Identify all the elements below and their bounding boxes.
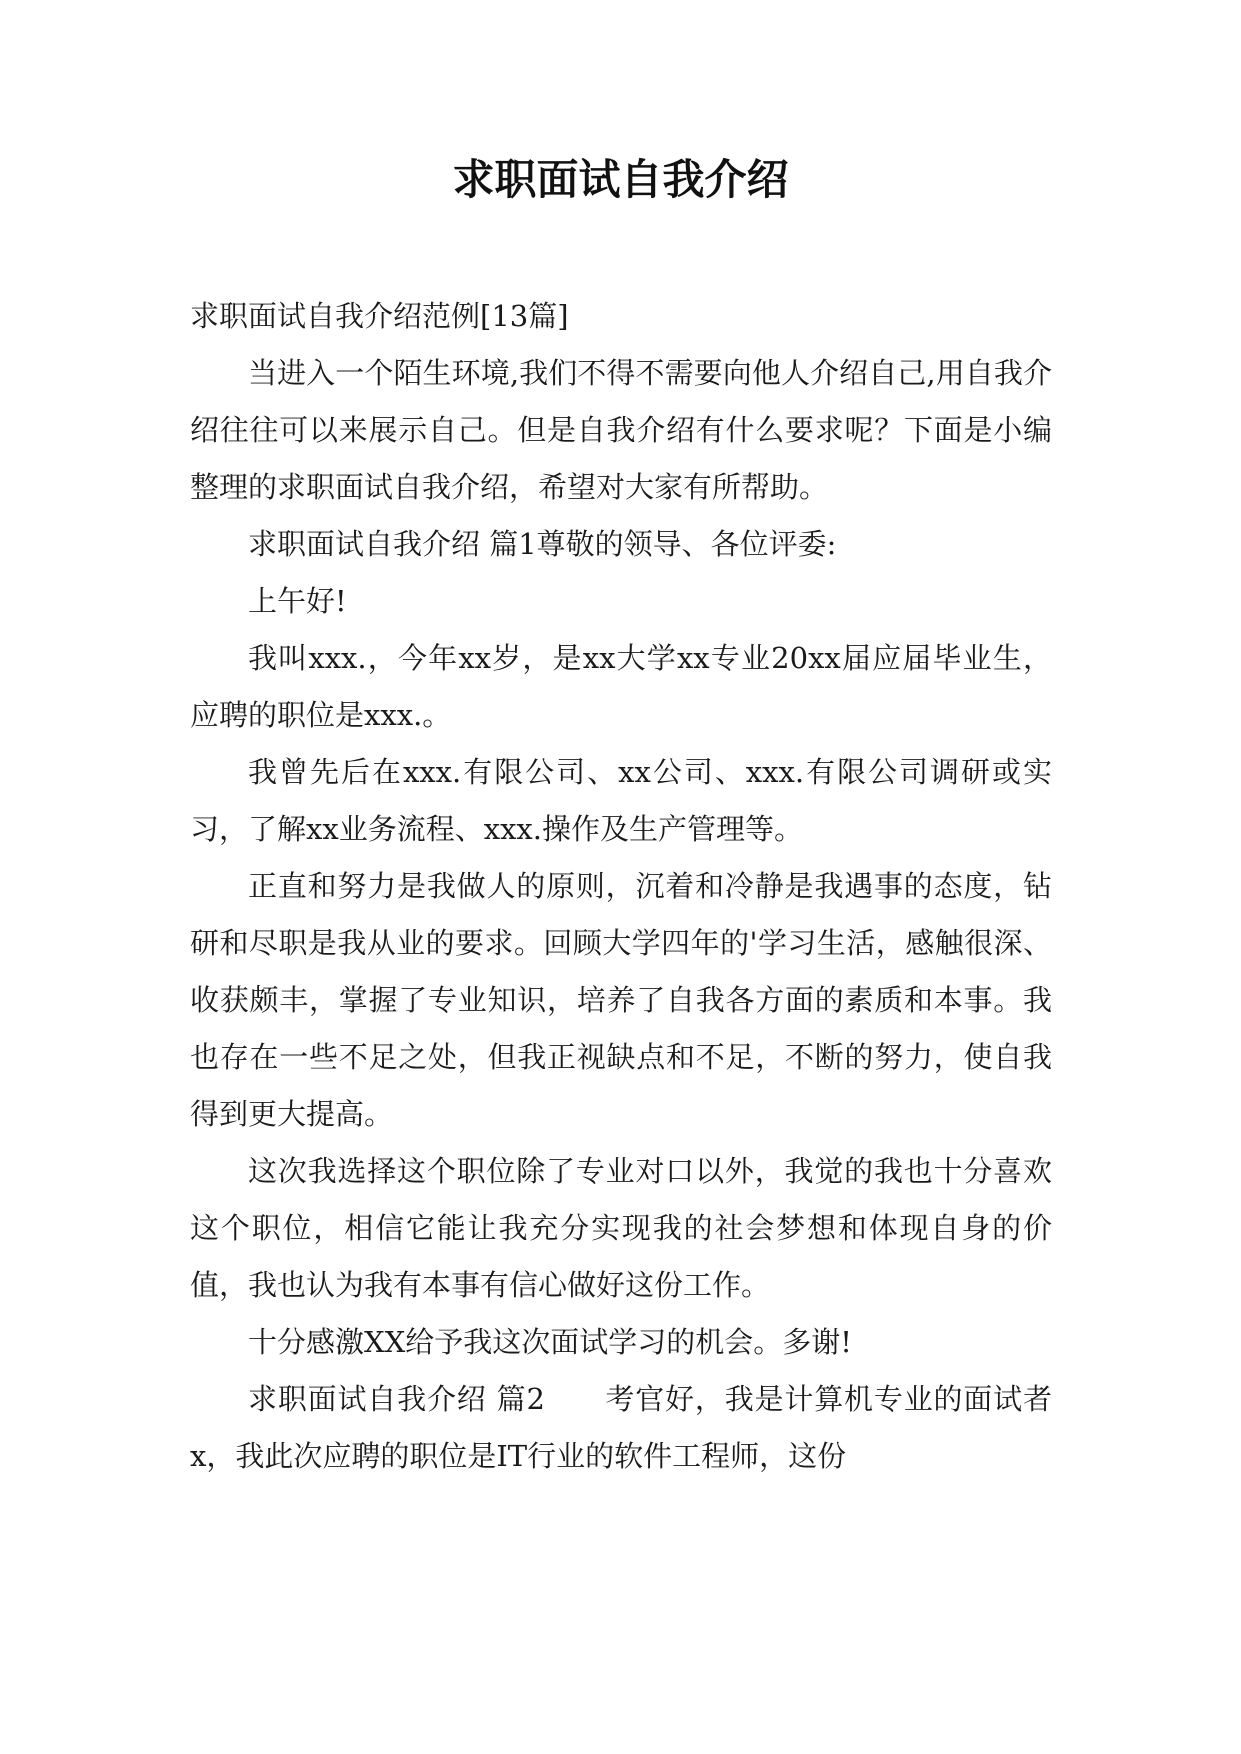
paragraph-motivation: 这次我选择这个职位除了专业对口以外，我觉的我也十分喜欢这个职位，相信它能让我充分实现我的社会梦想和体现自身的价值，我也认为我有本事有信心做好这份工作。 [190, 1154, 1052, 1302]
paragraph-principles: 正直和努力是我做人的原则，沉着和冷静是我遇事的态度，钻研和尽职是我从业的要求。回顾大学四年的'学习生活，感触很深、收获颇丰，掌握了专业知识，培养了自我各方面的素质和本事。我也存在一些不足之处，但我正视缺点和不足，不断的努力，使自我得到更大提高。 [190, 869, 1052, 1131]
paragraph-good-morning: 上午好! [248, 584, 347, 618]
paragraph-essay1-greeting: 求职面试自我介绍 篇1尊敬的领导、各位评委: [248, 527, 837, 561]
paragraph-experience: 我曾先后在xxx.有限公司、xx公司、xxx.有限公司调研或实习，了解xx业务流程、xxx.操作及生产管理等。 [190, 755, 1052, 846]
paragraph-essay2-start: 求职面试自我介绍 篇2 考官好，我是计算机专业的面试者x，我此次应聘的职位是IT行业的软件工程师，这份 [190, 1382, 1052, 1473]
paragraph-thanks: 十分感激XX给予我这次面试学习的机会。多谢! [248, 1325, 852, 1359]
document-subtitle: 求职面试自我介绍范例[13篇] [190, 299, 569, 333]
document-body [190, 288, 1052, 1485]
paragraph-intro: 当进入一个陌生环境,我们不得不需要向他人介绍自己,用自我介绍往往可以来展示自己。但是自我介绍有什么要求呢？下面是小编整理的求职面试自我介绍，希望对大家有所帮助。 [190, 356, 1052, 504]
paragraph-self-info: 我叫xxx.，今年xx岁，是xx大学xx专业20xx届应届毕业生，应聘的职位是xxx.。 [190, 641, 1052, 732]
document-title: 求职面试自我介绍 [452, 155, 789, 204]
